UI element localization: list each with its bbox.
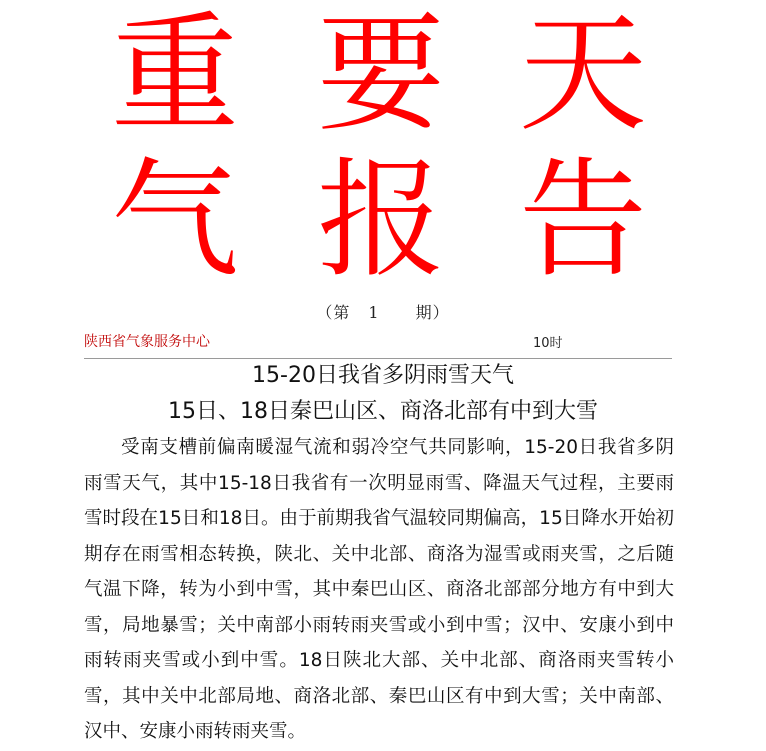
masthead-char: 报 <box>316 146 445 295</box>
issue-number-value: 1 <box>368 303 380 322</box>
masthead-char: 气 <box>110 146 239 295</box>
issue-number <box>0 300 766 323</box>
issue-open: （第 <box>316 303 351 322</box>
masthead-char: 重 <box>110 0 239 149</box>
agency-name: 陕西省气象服务中心 <box>84 334 210 350</box>
issue-time: 10时 <box>533 336 563 351</box>
issue-close: 期） <box>415 303 450 322</box>
headline-primary: 15-20日我省多阴雨雪天气 <box>252 363 514 388</box>
masthead-title-row-2 <box>0 146 766 296</box>
headline-secondary: 15日、18日秦巴山区、商洛北部有中到大雪 <box>168 399 598 424</box>
masthead-char: 天 <box>518 0 647 149</box>
masthead-title-row-1 <box>0 0 766 150</box>
masthead-char: 告 <box>518 146 647 295</box>
masthead-char: 要 <box>316 0 445 149</box>
report-body-paragraph: 受南支槽前偏南暖湿气流和弱冷空气共同影响，15-20日我省多阴雨雪天气，其中15-18日我省有一次明显雨雪、降温天气过程，主要雨雪时段在15日和18日。由于前期我省气温较同期偏高，15日降水开始初期存在雨雪相态转换，陕北、关中北部、商洛为湿雪或雨夹雪，之后随气温下降，转为小到中雪，其中秦巴山区、商洛北部部分地方有中到大雪，局地暴雪；关中南部小雨转雨夹雪或小到中雪；汉中、安康小到中雨转雨夹雪或小到中雪。18日陕北大部、关中北部、商洛雨夹雪转小雪，其中关中北部局地、商洛北部、秦巴山区有中到大雪；关中南部、汉中、安康小雨转雨夹雪。 <box>84 437 674 742</box>
